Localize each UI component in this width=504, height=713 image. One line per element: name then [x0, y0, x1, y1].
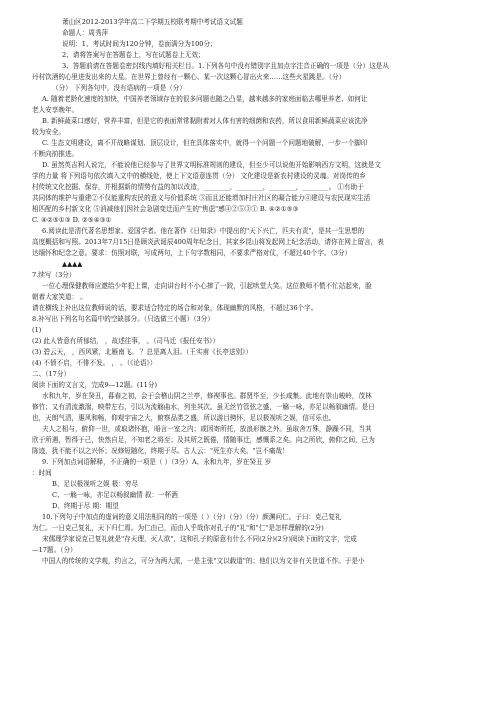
doc-section-heading: 二、（17分） [32, 370, 71, 378]
doc-line: C、一觞一咏，亦足以畅叙幽情 叙：一杯酒 [52, 491, 178, 499]
doc-line: ：时间 [32, 469, 52, 477]
doc-line: 8.补写出下列名句名篇中的空缺部分。（只选做三小题）（3分） [32, 315, 214, 323]
doc-line: (4) 不愤不启，不悱不发。 ， 。（《论语》） [32, 359, 157, 367]
doc-line: D、终期于尽 期：期望 [52, 502, 119, 510]
doc-line: D. 虽然英吉利人说完，不能说他已经参与了世界文明标准规则的建设，但至少可以说他开始影响西方文明，这就是文 [42, 161, 381, 169]
doc-line: (3) 碧云天， ，西风紧，北雁南飞。 ？总是离人泪。（王实甫《长亭送别》） [32, 348, 253, 356]
doc-line: C. 生态文明建设，离不开战略谋划、顶层设计，但在具体落实中，就得一个问题一个问题地破解，一步一个脚印 [42, 139, 368, 147]
doc-line: 也，天朗气清，惠风和畅，仰观宇宙之大，俯察品类之盛，所以游目骋怀，足以极视听之娱，信可乐也。 [32, 414, 336, 422]
doc-line: ▲▲▲▲ [62, 260, 83, 268]
doc-line: 中国人的传统的文学观，约言之，可分为两大派，一是主张"文以载道"的；他们以为文非有关世道不作。于是小 [42, 557, 365, 565]
doc-line: 达缅怀和纪念之意。要求：仿照对联，写成两句，上下句字数相同，不要求严格对仗，不超过40个字。（3分） [32, 249, 352, 257]
doc-line: 老人安享晚年。 [32, 106, 79, 114]
doc-line: （分） 下列各句中，没有语病的一项是（分） [52, 84, 186, 92]
doc-line: B、足以极视听之娱 极：穷尽 [52, 480, 139, 488]
doc-line: 朝着大家笑道： 。 [32, 293, 87, 301]
doc-line: 6.阅读此是清代著名思想家、爱国学者。他在著作《日知录》中提出的"天下兴亡，匹夫有责"，是其一生思想的 [42, 227, 365, 235]
doc-line: (2) 此人皆意有所郁结， ，故述往事， 。（司马迁《报任安书》） [32, 337, 220, 345]
doc-line: 共同体的维护与重建②不仅能重构农民的意义与价值系统 ③而且还能增加村庄社区的凝合能力④建设与农民现实生活 [32, 194, 371, 202]
doc-line: 丹村饮酒的心里进发出来的大星。在世界上曾经有一颗心、某一次这颗心冒出火来……这些火星跳是。（分） [32, 73, 346, 81]
doc-line: 修竹；又有清流激湍，映带左右，引以为流觞曲水，列坐其次。虽无丝竹管弦之盛，一觞一咏，亦足以畅叙幽情。是日 [32, 403, 375, 411]
doc-line: 一位心理保健教师应邀给少年犯上课，走向讲台时不小心摔了一跤，引起哄堂大笑。这位教师不慌不忙站起来，脸 [42, 282, 372, 290]
doc-line: 9. 下列加点词语解释，不正确的一项是（ ）（3分）A、永和九年，岁在癸丑 岁 [42, 458, 272, 466]
doc-line: 说明：1、考试时间为120分钟，卷面满分为100分； [62, 40, 217, 48]
doc-line: 不断向前推进。 [32, 150, 79, 158]
doc-line: (1) [32, 326, 42, 334]
doc-line: 相匹配的乡村新文化 ⑤消减他们因社会急剧变迁而产生的"焦虑"感④②⑤③① B. ④②①⑤③ [32, 205, 299, 213]
doc-title: 萧山区2012-2013学年高二下学期五校联考期中考试语文试题 [62, 18, 243, 26]
doc-line: —17题。（分） [32, 546, 77, 554]
doc-line: 7.续写（3分） [32, 271, 76, 279]
doc-line: 较为安全。 [32, 128, 65, 136]
doc-author: 命题人：周秀萍 [62, 29, 109, 37]
doc-line: C. ④②⑤①③ D. ②⑤④③① [32, 216, 112, 224]
doc-line: 高度概括和写照。2013年7月15日是顾炎武诞辰400周年纪念日，其家乡昆山将发起网上纪念活动，请你在网上留言，表 [32, 238, 384, 246]
doc-line: 宋儒理学家说克己复礼就是"存天理，灭人欲"，这和孔子的原意有什么不同(2分)(2分)阅读下面的文字，完成 [42, 535, 357, 543]
doc-line: 请在横线上补出这位教师说的话，要求适合特定的场合和对象，体现幽默的风格，不超过36个字。 [32, 304, 318, 312]
doc-line: 阅读下面的文言文，完成9—12题。(11分) [32, 381, 158, 389]
doc-line: B. 新鲜蔬菜口感好，营养丰富，但是它的表面常常黏附着对人体有害的细菌和农药，所以食用新鲜蔬菜应该洗净 [42, 117, 368, 125]
doc-line: 陈迹，犹不能不以之兴怀；况修短随化，终期于尽。古人云："死生亦大矣。"岂不痛哉！ [32, 447, 289, 455]
doc-line: 村传统文化挖掘、保存，并根据新的情势有益的加以改造，________，________，________，________。 ①有助于 [32, 183, 364, 191]
doc-line: A. 随着老龄化速度的加快，中国养老领域存在的很多问题也随之凸显，越来越多的家庭面临去哪里养老、如何让 [42, 95, 368, 103]
doc-line: 3、答题前请在答题卷密封线内填好相关栏目。1.下列各句中没有错别字且加点字注音正确的一项是（分）这是从 [62, 62, 389, 70]
doc-line: 为仁。一日克己复礼，天下归仁焉。为仁由己，而由人乎哉你对孔子的"礼"和"仁"是怎样理解的(2分) [32, 524, 324, 532]
doc-line: 10.下列句子中加点的虚词的意义用法相同的的一项是（ ）（分）（分）（分）颜渊问仁。子曰：克己复礼 [42, 513, 342, 521]
doc-line: 欣于所遇，暂得于己，快然自足，不知老之将至；及其所之既倦，情随事迁，感慨系之矣。向之所欣，俯仰之间，已为 [32, 436, 375, 444]
doc-line: 水和九年，岁在癸丑，暮春之初，会于会稽山阴之兰亭，修禊事也。群贤毕至，少长咸集。此地有崇山峻岭，茂林 [42, 392, 372, 400]
doc-line: 学的力量 将下列语句依次填入文中的横线处，使上下文语意连贯（分） 文化建设是新农村建设的灵魂。对岗传的乡 [32, 172, 366, 180]
doc-line: 夫人之相与，俯仰一世，或取诸怀抱，晤言一室之内；或因寄所托，放浪形骸之外。虽取舍万殊，静躁不同，当其 [42, 425, 372, 433]
doc-line: 2、请将答案写在答题卷上，写在试题卷上无效； [62, 51, 205, 59]
